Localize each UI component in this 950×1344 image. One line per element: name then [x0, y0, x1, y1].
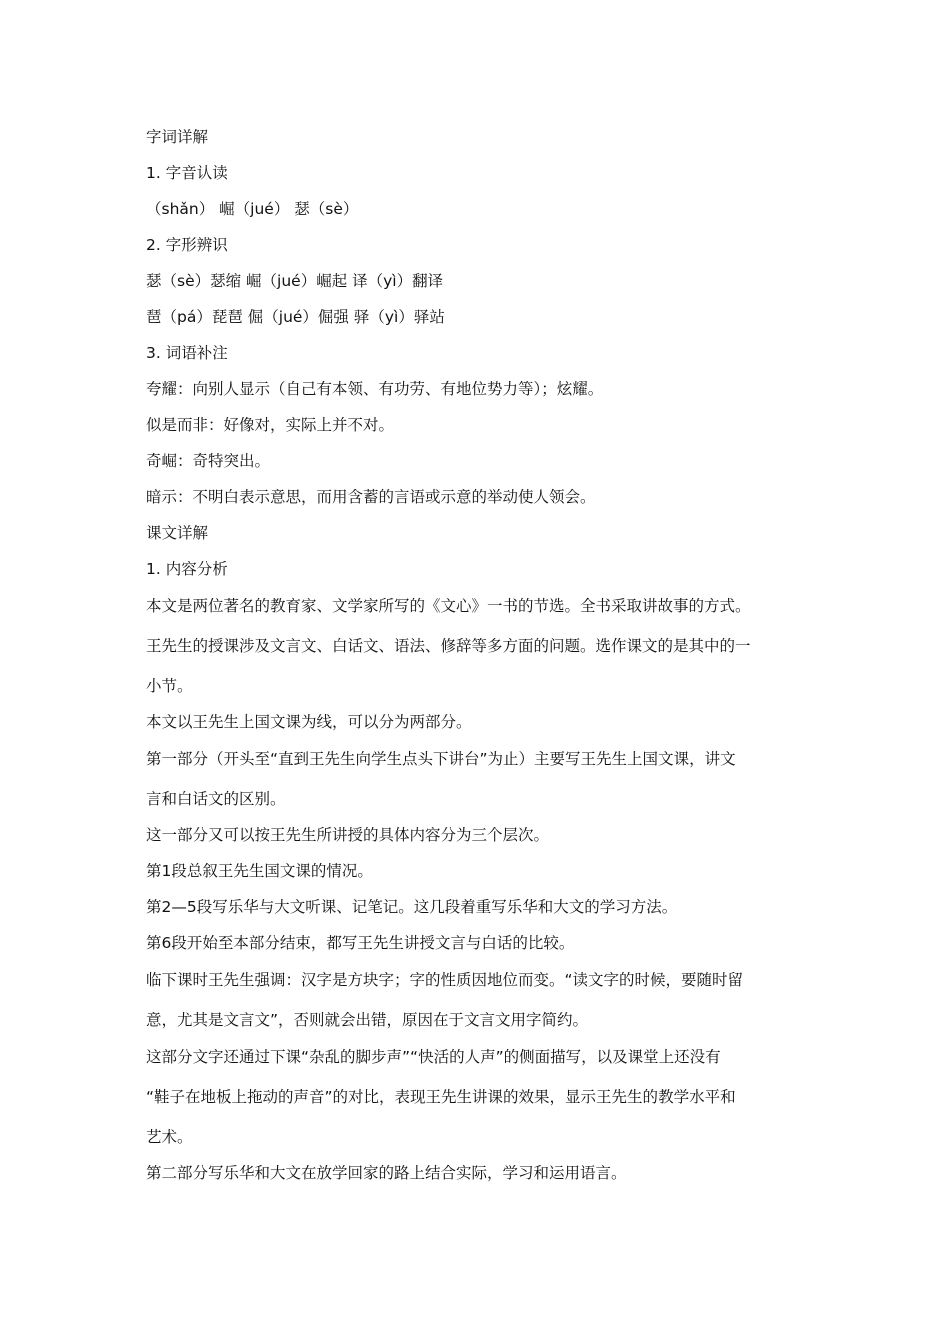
text-line: 奇崛：奇特突出。	[146, 452, 271, 470]
text-line: 琶（pá）琵琶 倔（jué）倔强 驿（yì）驿站	[146, 308, 445, 326]
subheading-pronunciation: 1. 字音认读	[146, 164, 228, 182]
subheading-character-forms: 2. 字形辨识	[146, 236, 228, 254]
text-line: 本文是两位著名的教育家、文学家所写的《文心》一书的节选。全书采取讲故事的方式。	[146, 597, 751, 615]
text-line: 暗示：不明白表示意思，而用含蓄的言语或示意的举动使人领会。	[146, 488, 596, 506]
text-line: 言和白话文的区别。	[146, 790, 286, 808]
text-line: 小节。	[146, 677, 193, 695]
text-line: 瑟（sè）瑟缩 崛（jué）崛起 译（yì）翻译	[146, 272, 444, 290]
text-line: 王先生的授课涉及文言文、白话文、语法、修辞等多方面的问题。选作课文的是其中的一	[146, 637, 751, 655]
text-line: “鞋子在地板上拖动的声音”的对比，表现王先生讲课的效果，显示王先生的教学水平和	[146, 1088, 736, 1106]
text-line: 似是而非：好像对，实际上并不对。	[146, 416, 395, 434]
text-line: 意，尤其是文言文”，否则就会出错，原因在于文言文用字简约。	[146, 1011, 589, 1029]
text-line: 夸耀：向别人显示（自己有本领、有功劳、有地位势力等）；炫耀。	[146, 380, 604, 398]
text-line: 第1段总叙王先生国文课的情况。	[146, 862, 373, 880]
section-heading-vocabulary: 字词详解	[146, 128, 209, 146]
text-line: 第2—5段写乐华与大文听课、记笔记。这几段着重写乐华和大文的学习方法。	[146, 898, 678, 916]
text-line: 艺术。	[146, 1128, 193, 1146]
text-line: 本文以王先生上国文课为线，可以分为两部分。	[146, 713, 472, 731]
subheading-content-analysis: 1. 内容分析	[146, 560, 228, 578]
text-line: 第6段开始至本部分结束，都写王先生讲授文言与白话的比较。	[146, 934, 575, 952]
text-line: 临下课时王先生强调：汉字是方块字；字的性质因地位而变。“读文字的时候，要随时留	[146, 971, 744, 989]
text-line: （shǎn） 崛（jué） 瑟（sè）	[146, 200, 359, 218]
text-line: 这一部分又可以按王先生所讲授的具体内容分为三个层次。	[146, 826, 550, 844]
text-line: 第二部分写乐华和大文在放学回家的路上结合实际，学习和运用语言。	[146, 1164, 627, 1182]
text-line: 这部分文字还通过下课“杂乱的脚步声”“快活的人声”的侧面描写，以及课堂上还没有	[146, 1048, 721, 1066]
section-heading-text-analysis: 课文详解	[146, 524, 209, 542]
text-line: 第一部分（开头至“直到王先生向学生点头下讲台”为止）主要写王先生上国文课，讲文	[146, 750, 736, 768]
subheading-word-notes: 3. 词语补注	[146, 344, 228, 362]
